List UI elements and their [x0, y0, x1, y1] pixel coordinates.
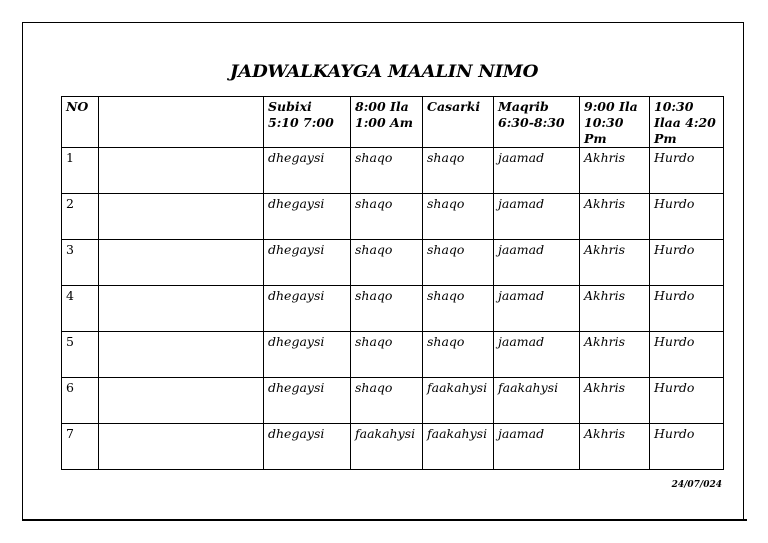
table-cell: Hurdo — [650, 194, 724, 240]
table-cell: faakahysi — [351, 424, 423, 470]
table-cell: Hurdo — [650, 286, 724, 332]
table-cell: dhegaysi — [264, 332, 351, 378]
row-number-cell: 5 — [62, 332, 99, 378]
header-subixi: Subixi 5:10 7:00 — [264, 97, 351, 148]
schedule-table — [61, 96, 724, 470]
table-cell: dhegaysi — [264, 286, 351, 332]
page-bottom-edge — [22, 519, 747, 521]
header-no: NO — [62, 97, 99, 148]
table-cell: Akhris — [580, 286, 650, 332]
table-row — [62, 378, 724, 424]
table-cell: shaqo — [351, 378, 423, 424]
document-date: 24/07/024 — [671, 480, 722, 490]
table-cell: jaamad — [494, 286, 580, 332]
table-cell: dhegaysi — [264, 424, 351, 470]
table-cell: Hurdo — [650, 148, 724, 194]
table-row — [62, 194, 724, 240]
table-body — [62, 148, 724, 470]
table-cell: Akhris — [580, 378, 650, 424]
table-row — [62, 148, 724, 194]
table-cell: faakahysi — [494, 378, 580, 424]
table-row — [62, 424, 724, 470]
table-cell — [99, 424, 264, 470]
table-cell: Hurdo — [650, 332, 724, 378]
table-cell: shaqo — [423, 240, 494, 286]
table-cell: dhegaysi — [264, 148, 351, 194]
table-row — [62, 286, 724, 332]
table-cell: faakahysi — [423, 378, 494, 424]
table-cell: Hurdo — [650, 424, 724, 470]
table-cell: Akhris — [580, 332, 650, 378]
row-number-cell: 6 — [62, 378, 99, 424]
table-cell: shaqo — [351, 194, 423, 240]
table-cell — [99, 148, 264, 194]
table-cell: dhegaysi — [264, 240, 351, 286]
table-cell: jaamad — [494, 424, 580, 470]
table-cell: dhegaysi — [264, 194, 351, 240]
table-cell — [99, 240, 264, 286]
header-9-ila-1030: 9:00 Ila 10:30 Pm — [580, 97, 650, 148]
table-cell: Akhris — [580, 148, 650, 194]
table-cell — [99, 194, 264, 240]
row-number-cell: 3 — [62, 240, 99, 286]
header-8-ila-1: 8:00 Ila 1:00 Am — [351, 97, 423, 148]
table-cell: shaqo — [423, 194, 494, 240]
table-row — [62, 240, 724, 286]
table-cell: jaamad — [494, 240, 580, 286]
table-header-row — [62, 97, 724, 148]
table-cell: jaamad — [494, 194, 580, 240]
row-number-cell: 1 — [62, 148, 99, 194]
header-casarki: Casarki — [423, 97, 494, 148]
header-maqrib: Maqrib 6:30-8:30 — [494, 97, 580, 148]
table-cell: shaqo — [423, 286, 494, 332]
table-cell — [99, 378, 264, 424]
table-cell — [99, 332, 264, 378]
row-number-cell: 4 — [62, 286, 99, 332]
table-cell: Hurdo — [650, 378, 724, 424]
table-cell: faakahysi — [423, 424, 494, 470]
table-cell: shaqo — [351, 286, 423, 332]
table-cell: shaqo — [351, 240, 423, 286]
table-cell: shaqo — [423, 148, 494, 194]
table-cell: Hurdo — [650, 240, 724, 286]
row-number-cell: 2 — [62, 194, 99, 240]
table-cell: jaamad — [494, 332, 580, 378]
header-blank — [99, 97, 264, 148]
table-cell: shaqo — [351, 332, 423, 378]
table-cell: dhegaysi — [264, 378, 351, 424]
table-row — [62, 332, 724, 378]
document-title: JADWALKAYGA MAALIN NIMO — [229, 62, 539, 82]
table-cell: Akhris — [580, 424, 650, 470]
table-cell: Akhris — [580, 240, 650, 286]
table-cell — [99, 286, 264, 332]
table-cell: jaamad — [494, 148, 580, 194]
table-cell: shaqo — [351, 148, 423, 194]
row-number-cell: 7 — [62, 424, 99, 470]
table-cell: shaqo — [423, 332, 494, 378]
table-cell: Akhris — [580, 194, 650, 240]
header-1030-ilaa-420: 10:30 Ilaa 4:20 Pm — [650, 97, 724, 148]
